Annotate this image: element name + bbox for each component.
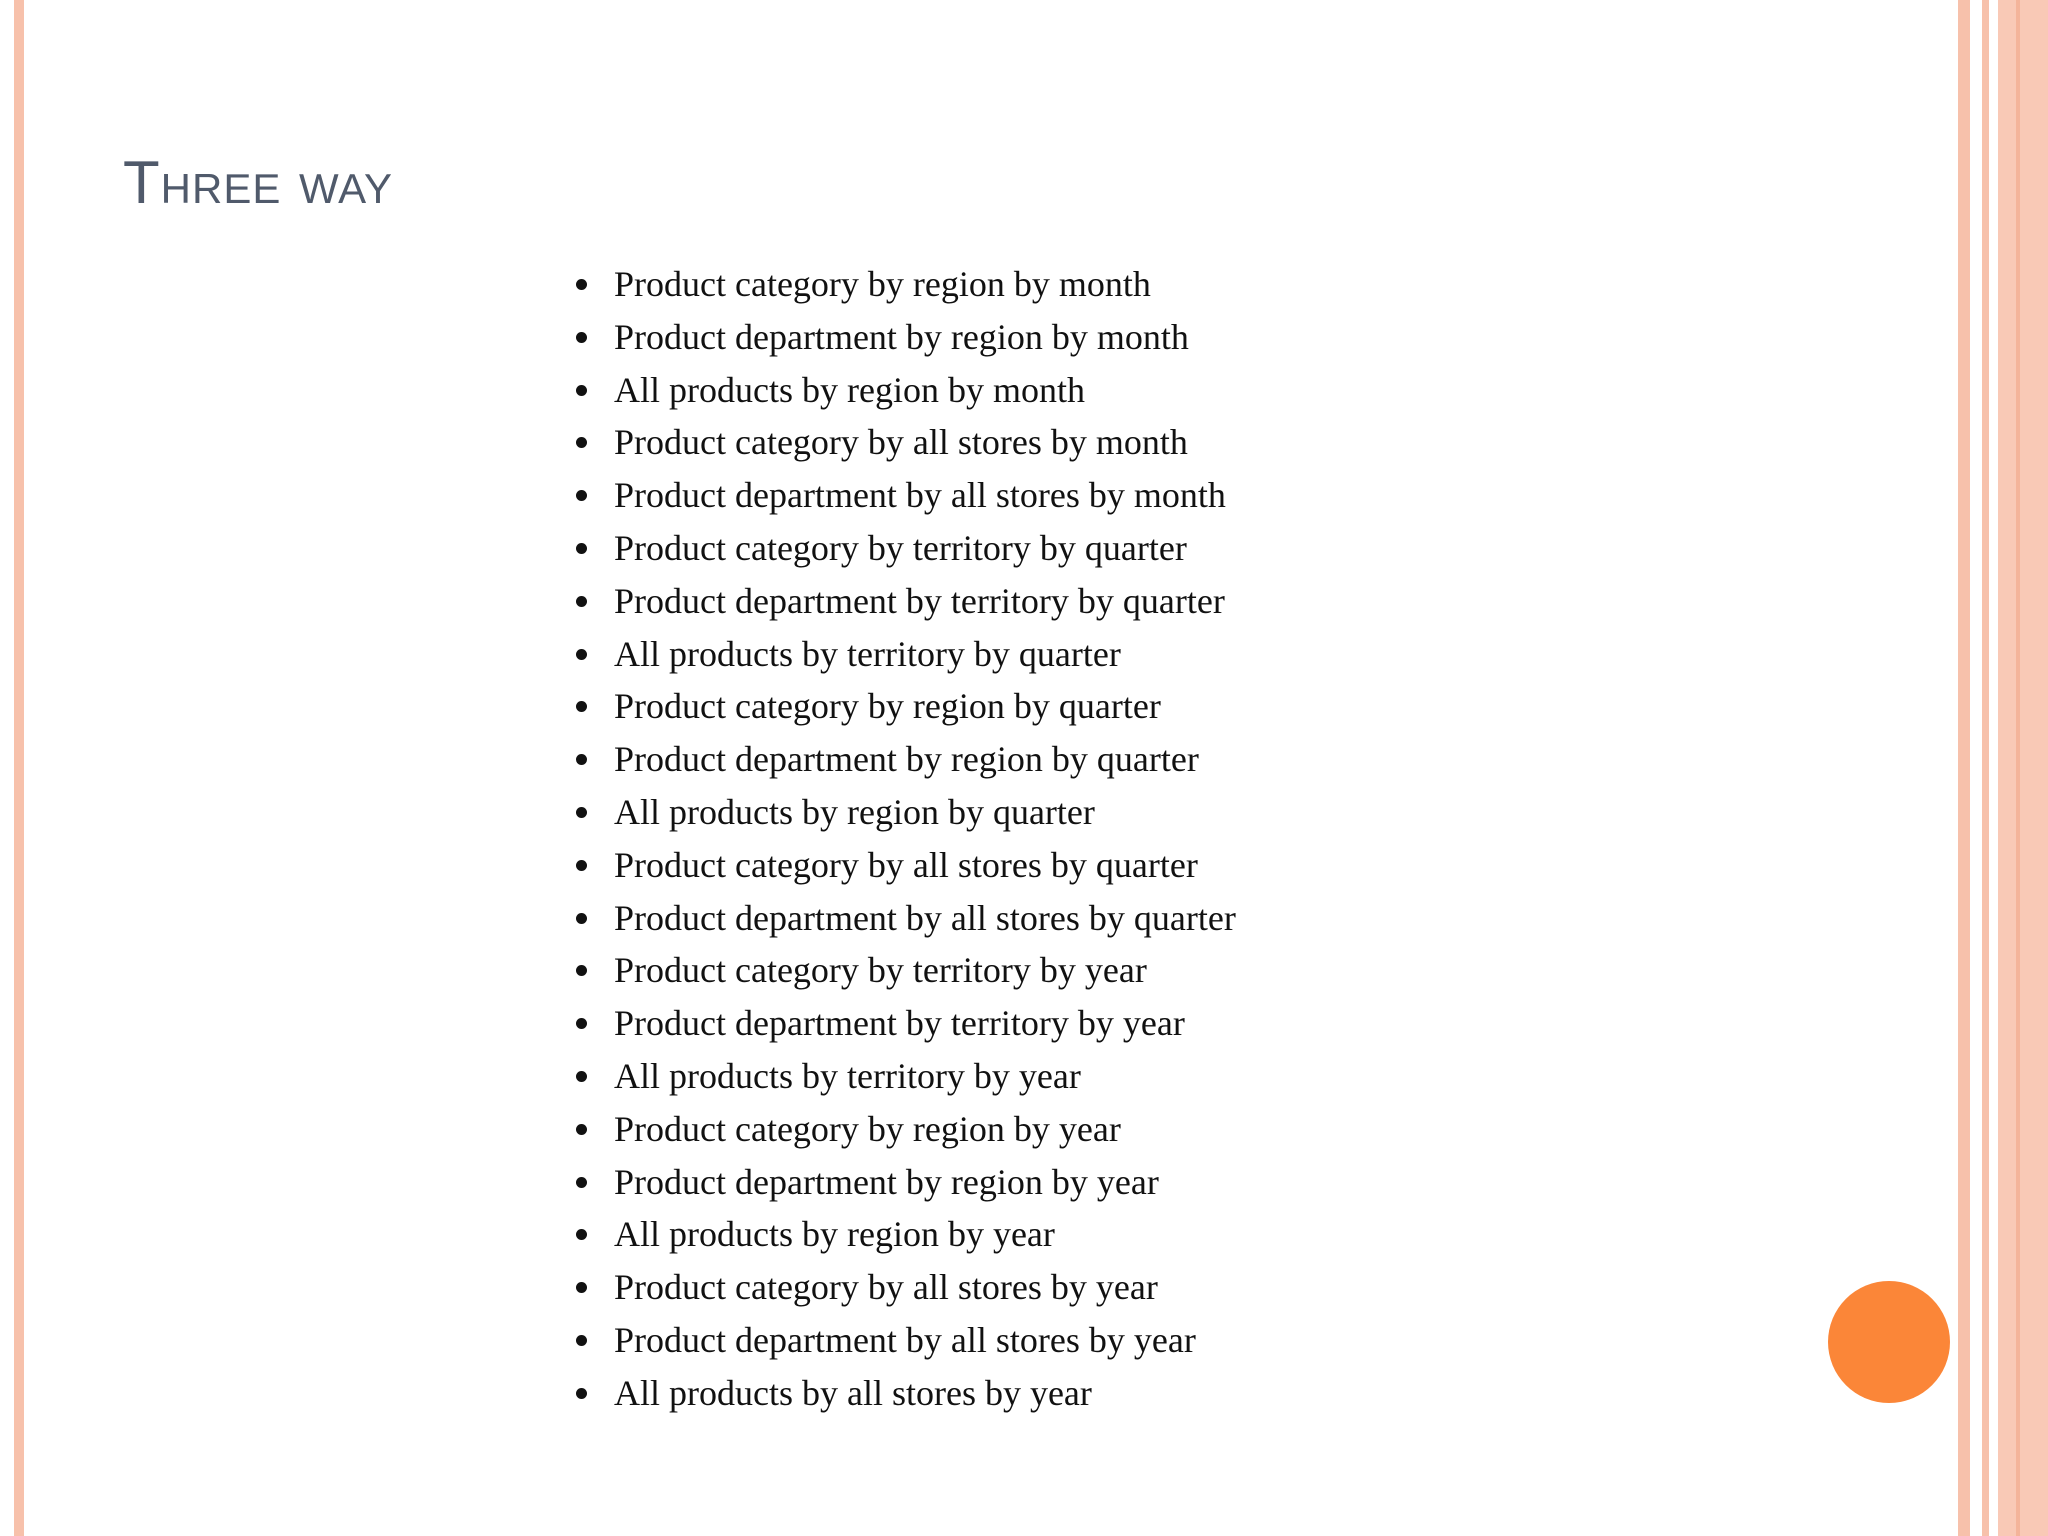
- list-item: [574, 416, 1236, 469]
- list-item: [574, 680, 1236, 733]
- list-item-text: Product department by all stores by year: [614, 1319, 1196, 1360]
- list-item: [574, 469, 1236, 522]
- left-border-line: [14, 0, 24, 1536]
- right-border-line-1: [1958, 0, 1970, 1536]
- list-item: [574, 892, 1236, 945]
- list-item-text: All products by region by year: [614, 1214, 1055, 1255]
- bullet-icon: [576, 1282, 587, 1293]
- list-item-text: Product department by region by month: [614, 316, 1189, 357]
- list-item: [574, 364, 1236, 417]
- list-item-text: Product category by region by month: [614, 264, 1151, 304]
- bullet-list: [574, 258, 1236, 1420]
- list-item: [574, 311, 1236, 364]
- list-item-text: All products by territory by quarter: [614, 633, 1121, 674]
- list-item: [574, 628, 1236, 681]
- list-item: [574, 944, 1236, 997]
- bullet-icon: [576, 385, 587, 396]
- list-item: [574, 1103, 1236, 1156]
- list-item-text: All products by all stores by year: [614, 1372, 1092, 1413]
- slide-title: Three way: [123, 149, 394, 216]
- list-item: [574, 839, 1236, 892]
- list-item: [574, 997, 1236, 1050]
- list-item-text: Product department by all stores by month: [614, 475, 1226, 516]
- right-border-inner-line: [2016, 0, 2020, 1536]
- accent-circle: [1828, 1281, 1950, 1403]
- list-item: [574, 1050, 1236, 1103]
- bullet-icon: [576, 1071, 587, 1082]
- list-item-text: Product department by region by quarter: [614, 739, 1199, 780]
- list-item-text: Product category by region by quarter: [614, 686, 1161, 727]
- bullet-icon: [576, 490, 587, 501]
- list-item-text: Product department by territory by year: [614, 1003, 1185, 1044]
- list-item: [574, 733, 1236, 786]
- bullet-icon: [576, 913, 587, 924]
- list-item-text: Product department by region by year: [614, 1161, 1159, 1202]
- bullet-icon: [576, 332, 587, 343]
- bullet-icon: [576, 1124, 587, 1135]
- bullet-icon: [576, 754, 587, 765]
- right-border-band: [1998, 0, 2048, 1536]
- list-item: [574, 522, 1236, 575]
- list-item: [574, 786, 1236, 839]
- list-item-text: All products by region by month: [614, 369, 1085, 410]
- bullet-icon: [576, 1229, 587, 1240]
- bullet-icon: [576, 543, 587, 554]
- list-item-text: Product category by all stores by year: [614, 1267, 1158, 1308]
- list-item-text: Product department by all stores by quarter: [614, 897, 1236, 938]
- bullet-icon: [576, 701, 587, 712]
- list-item: [574, 1314, 1236, 1367]
- list-item: [574, 1208, 1236, 1261]
- bullet-icon: [576, 1388, 587, 1399]
- list-item-text: Product department by territory by quarter: [614, 580, 1225, 621]
- list-item-text: All products by region by quarter: [614, 791, 1095, 832]
- bullet-icon: [576, 965, 587, 976]
- list-item: [574, 1367, 1236, 1420]
- list-item-text: Product category by all stores by quarter: [614, 844, 1198, 885]
- bullet-icon: [576, 807, 587, 818]
- bullet-icon: [576, 596, 587, 607]
- list-item: [574, 1156, 1236, 1209]
- bullet-icon: [576, 1018, 587, 1029]
- right-border-line-2: [1982, 0, 1989, 1536]
- list-item: [574, 258, 1236, 311]
- list-item-text: Product category by all stores by month: [614, 422, 1188, 463]
- list-item-text: All products by territory by year: [614, 1055, 1081, 1096]
- list-item-text: Product category by territory by year: [614, 950, 1147, 991]
- bullet-icon: [576, 279, 587, 290]
- list-item-text: Product category by territory by quarter: [614, 527, 1187, 568]
- list-item: [574, 1261, 1236, 1314]
- list-item-text: Product category by region by year: [614, 1108, 1121, 1149]
- bullet-icon: [576, 1335, 587, 1346]
- bullet-icon: [576, 860, 587, 871]
- bullet-icon: [576, 1177, 587, 1188]
- list-item: [574, 575, 1236, 628]
- bullet-icon: [576, 649, 587, 660]
- bullet-icon: [576, 437, 587, 448]
